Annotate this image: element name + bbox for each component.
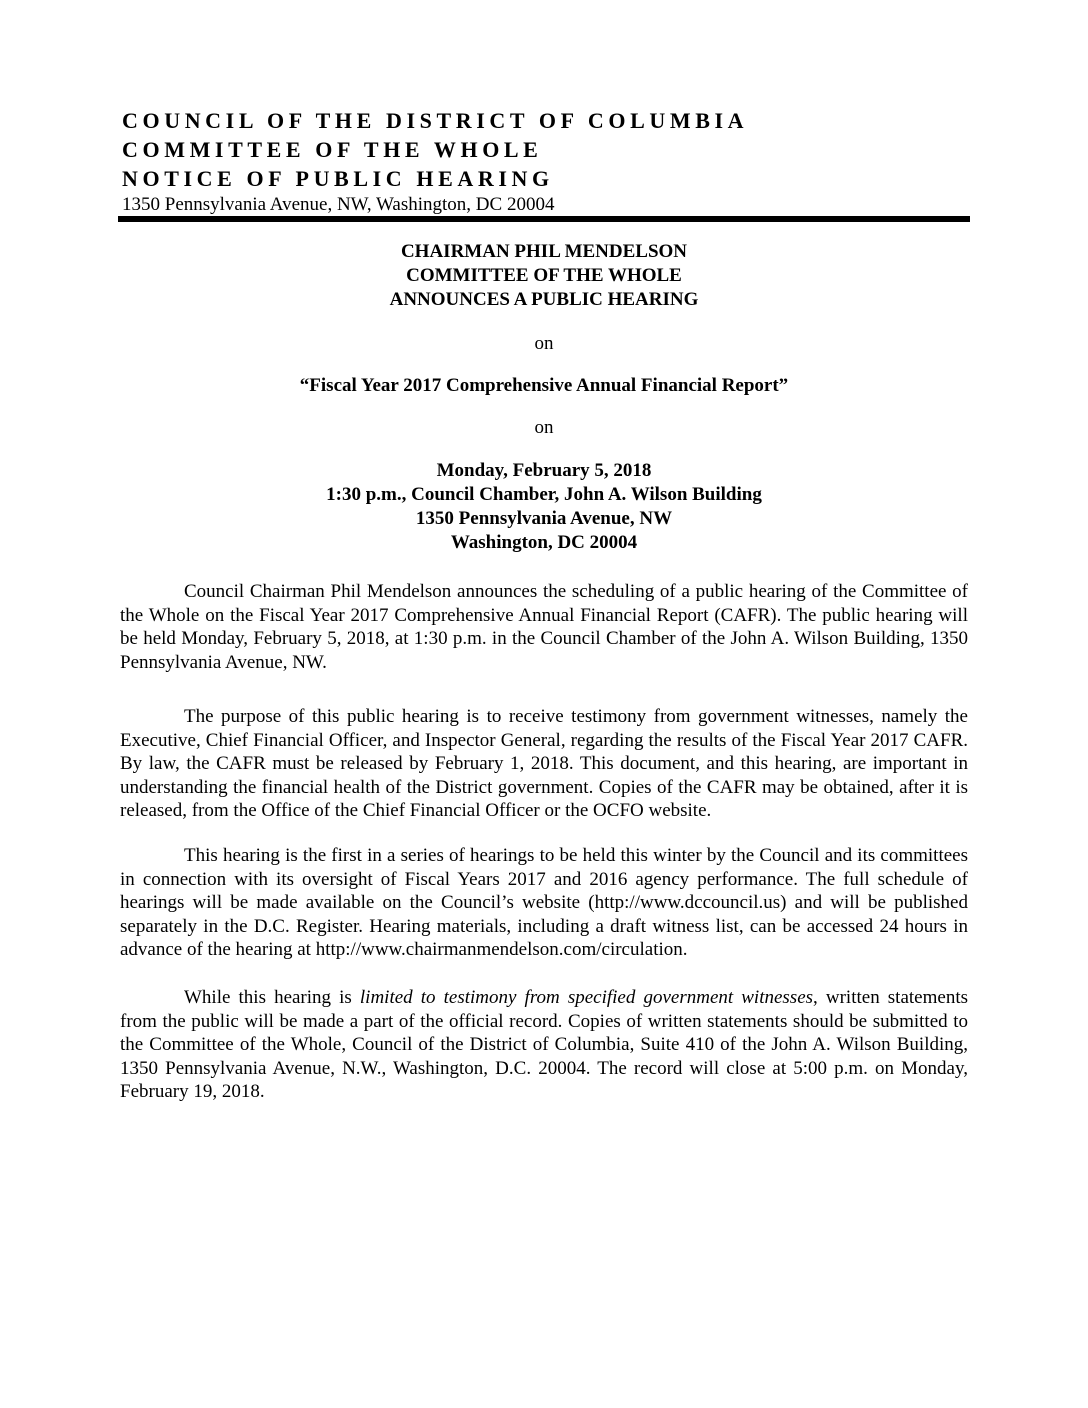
- statements-intro: While this hearing is: [184, 987, 360, 1008]
- hearing-title: “Fiscal Year 2017 Comprehensive Annual Financial Report”: [299, 375, 789, 396]
- hearing-city: Washington, DC 20004: [450, 532, 638, 553]
- letterhead-council: COUNCIL OF THE DISTRICT OF COLUMBIA: [122, 108, 749, 133]
- letterhead-address: 1350 Pennsylvania Avenue, NW, Washington, DC 20004: [122, 194, 555, 215]
- statements-details: , written statements from the public will be made a part of the official record. Copies of written statements should be submitted to the Committee of the Whole, Council of the District of Columbia, Suite 410 of the John A. Wilson Building, 1350 Pennsylvania Avenue, N.W., Washington, D.C. 20004. The record will close at 5:00 p.m. on Monday, February 19, 2018.: [120, 987, 968, 1102]
- letterhead-notice: NOTICE OF PUBLIC HEARING: [122, 166, 554, 191]
- hearing-street: 1350 Pennsylvania Avenue, NW: [415, 508, 673, 529]
- paragraph-schedule: This hearing is the first in a series of hearings to be held this winter by the Council and its committees in connection with its oversight of Fiscal Years 2017 and 2016 agency performance. The full schedule of hearings will be made available on the Council’s website (http://www.dccouncil.us) and will be published separately in the D.C. Register. Hearing materials, including a draft witness list, can be accessed 24 hours in advance of the hearing at http://www.chairmanmendelson.com/circulation.: [120, 845, 968, 960]
- announcement-block: [118, 240, 970, 312]
- hearing-time-place: 1:30 p.m., Council Chamber, John A. Wilson Building: [326, 484, 762, 505]
- announcement-committee: COMMITTEE OF THE WHOLE: [406, 265, 682, 286]
- paragraph-statements: [120, 986, 968, 1104]
- paragraph-purpose: The purpose of this public hearing is to receive testimony from government witnesses, namely the Executive, Chief Financial Officer, and Inspector General, regarding the results of the Fiscal Year 2017 CAFR. By law, the CAFR must be released by February 1, 2018. This document, and this hearing, are important in understanding the financial health of the District government. Copies of the CAFR may be obtained, after it is released, from the Office of the Chief Financial Officer or the OCFO website.: [120, 706, 968, 821]
- on-text-1: on: [534, 333, 554, 354]
- hearing-date: Monday, February 5, 2018: [436, 460, 652, 481]
- statements-limitation: limited to testimony from specified government witnesses: [359, 987, 814, 1008]
- header-divider: [118, 216, 970, 222]
- announcement-hearing: ANNOUNCES A PUBLIC HEARING: [389, 289, 699, 310]
- on-text-2: on: [534, 417, 554, 438]
- hearing-details: [118, 459, 970, 555]
- paragraph-announcement: Council Chairman Phil Mendelson announces the scheduling of a public hearing of the Committee of the Whole on the Fiscal Year 2017 Comprehensive Annual Financial Report (CAFR). The public hearing will be held Monday, February 5, 2018, at 1:30 p.m. in the Council Chamber of the John A. Wilson Building, 1350 Pennsylvania Avenue, NW.: [120, 581, 968, 673]
- letterhead-committee: COMMITTEE OF THE WHOLE: [122, 137, 543, 162]
- announcement-chairman: CHAIRMAN PHIL MENDELSON: [400, 241, 688, 262]
- letterhead: [122, 106, 982, 217]
